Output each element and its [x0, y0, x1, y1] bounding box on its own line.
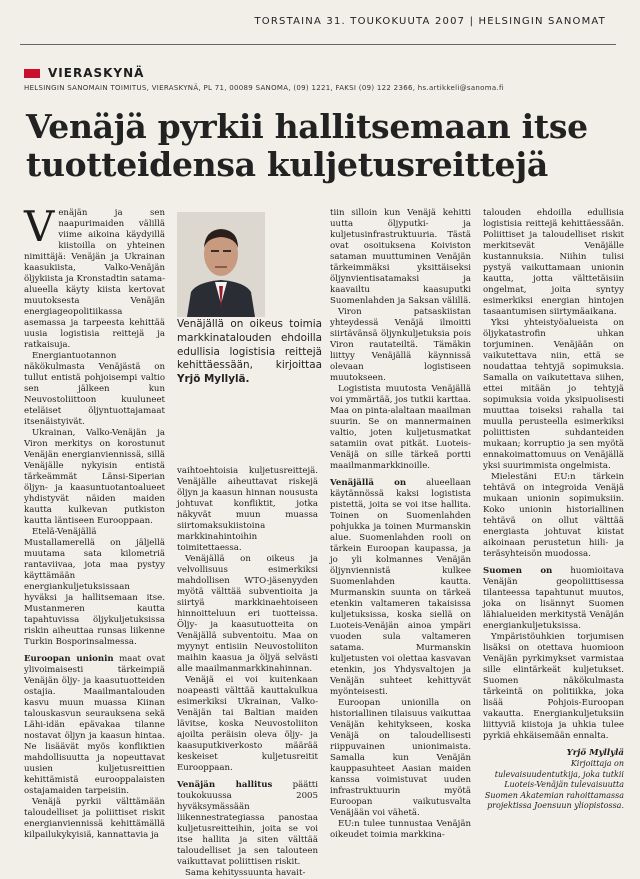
paragraph: Euroopan unionilla on historiallinen tilaisuus vaikuttaa Venäjän kehitykseen, koska Venäjä on taloudellisesti riippuvainen unionimaista. Samalla kun Venäjän kauppasuhteet Aasian maiden kanssa voimistuvat uuden infrastruktuurin myötä Euroopan vaikutusvalta Venäjään voi vähetä.	[330, 698, 471, 818]
paragraph	[483, 566, 624, 632]
column-3	[330, 208, 471, 858]
paragraph	[177, 780, 318, 868]
paragraph-text: enäjän ja sen naapurimaiden välillä viime aikoina käydyillä kiistoilla on yhteinen nimittäjä: Venäjän ja Ukrainan kaasukiista, Valko-Venäjän öljykiista ja Kronstadtin satama-alueella käyty kiista kertovat muutoksesta Venäjän energiageopolitiikassa asemassa ja tarpeesta kehittää uusia logistisia reittejä ja ratkaisuja.	[24, 208, 165, 350]
contact-line: HELSINGIN SANOMAIN TOIMITUS, VIERASKYNÄ, PL 71, 00089 SANOMA, (09) 1221, FAKSI (09) 122 2366, hs.artikkeli@sanoma.fi	[24, 84, 504, 92]
paragraph: Etelä-Venäjällä Mustallamerellä on jäljellä muutama sata kilometriä rantaviivaa, jota maa pystyy käyttämään energiankuljetuksissaan hyväksi ja hallitsemaan itse. Mustanmeren kautta tapahtuvissa öljykuljetuksissa riskin aiheuttaa runsas liikenne Turkin Bosporinsalmessa.	[24, 527, 165, 647]
pull-quote-author: Yrjö Myllylä.	[177, 373, 250, 386]
paragraph: Energiantuotannon näkökulmasta Venäjästä on tullut entistä pohjoisempi valtio sen jälkeen kun Neuvostoliittoon kuuluneet eteläiset öljyntuottajamaat itsenäistyivät.	[24, 351, 165, 427]
paragraph: talouden ehdoilla edullisia logistisia reittejä kehittäessään. Poliittiset ja taloudelliset riskit merkitsevät Venäjälle kustannuksia. Niihin tulisi pystyä vaikuttamaan unionin kautta, jotta välttetäisiin ongelmat, joita syntyy esimerkiksi energian hintojen tasaantumisen siirtymäaikana.	[483, 208, 624, 317]
paragraph	[24, 654, 165, 797]
paragraph: EU:n tulee tunnustaa Venäjän oikeudet toimia markkina-	[330, 819, 471, 840]
author-portrait	[177, 212, 265, 317]
section-title: VIERASKYNÄ	[48, 66, 145, 80]
paragraph-text: huomioitava Venäjän geopoliittisessa tilanteessa tapahtunut muutos, joka on lisännyt Suomen lähialueiden merkitystä Venäjän energiankuljetuksissa.	[483, 566, 624, 631]
paragraph: Yksi yhteistyöalueista on öljykatastrofin uhkan torjuminen. Venäjään on vaikutettava niin, että se noudattaa tehtyjä sopimuksia. Samalla on vaikutettava siihen, ettei mitään jo tehtyjä sopimuksia voida yksipuolisesti muuttaa toiseksi rahalla tai muulla perusteella esimerkiksi poliittisten suhdanteiden mukaan; korruptio ja sen myötä ennakoimattomuus on Venäjällä yksi suurimmista ongelmista.	[483, 318, 624, 471]
paragraph: Ukrainan, Valko-Venäjän ja Viron merkitys on korostunut Venäjän energianviennissä, sillä Venäjälle nykyisin entistä tärkeämmät Länsi-Siperian öljyn- ja kaasuntuotantoalueet yhdistyvät näiden maiden kautta kulkevan putkiston kautta läntiseen Eurooppaan.	[24, 428, 165, 526]
headline-line-2: tuotteidensa kuljetusreittejä	[26, 145, 548, 184]
paragraph: Viron patsaskiistan yhteydessä Venäjä ilmoitti siirtävänsä öljynkuljetuksia pois Viron rautateiltä. Tämäkin liittyy Venäjällä käynnissä olevaan logistiseen muutokseen.	[330, 307, 471, 383]
paragraph: Sama kehityssuunta havait-	[185, 868, 306, 878]
paragraph-lead: Venäjän hallitus	[177, 780, 273, 790]
section-label	[24, 66, 144, 80]
headline-line-1: Venäjä pyrkii hallitsemaan itse	[26, 107, 588, 146]
red-bar-icon	[24, 69, 40, 78]
paragraph: tiin silloin kun Venäjä kehitti uutta öljyputki- ja kuljetusinfrastruktuuria. Tästä ovat osoituksena Koiviston sataman muuttuminen Venäjän tärkeimmäksi yksittäiseksi öljynvientisatamaksi ja kaavailtu kaasuputki Suomenlahden ja Saksan välillä.	[330, 208, 471, 306]
author-bio: Kirjoittaja on tulevaisuudentutkija, joka tutkii Luoteis-Venäjän tulevaisuutta Suomen Akatemian rahoittamassa projektissa Joensuun yliopistossa.	[484, 759, 624, 810]
pull-quote	[177, 318, 322, 387]
author-signature: Yrjö Myllylä	[566, 748, 624, 758]
paragraph: Logistista muutosta Venäjällä voi ymmärtää, jos tutkii karttaa. Maa on pinta-alaltaan maailman suurin. Se on mannermainen valtio, joten kuljetusmatkat satamiin ovat pitkät. Luoteis-Venäjä on sille tärkeä portti maailmanmarkkinoille.	[330, 384, 471, 471]
paragraph-text: alueellaan käytännössä kaksi logistista pistettä, joita se voi itse hallita. Toinen on Suomenlahden pohjukka ja toinen Murmanskin alue. Suomenlahden rooli on tärkein Euroopan kaupassa, ja jo yli kolmannes Venäjän öljynviennistä kulkee Suomenlahden kautta. Murmanskin suunta on tärkeä etenkin valtameren takaisissa kuljetuksissa, koska siellä on Luoteis-Venäjän ainoa ympäri vuoden sula valtameren satama. Murmanskin kuljetusten voi olettaa kasvavan etenkin, jos Yhdysvaltojen ja Venäjän suhteet kehittyvät myönteisesti.	[330, 478, 471, 697]
paragraph: Venäjällä on oikeus ja velvollisuus esimerkiksi mahdollisen WTO-jäsenyyden myötä välttää subventioita ja siirtyä markkinaehtoiseen hinnoitteluun eri tuotteissa. Öljy- ja kaasutuotteita on Venäjällä subventoitu. Maa on myynyt entisiin Neuvostoliiton maihin kaasua ja öljyä selvästi alle maailmanmarkkinahinnan.	[177, 554, 318, 674]
paragraph-lead: Euroopan unionin	[24, 654, 114, 664]
paragraph: vaihtoehtoisia kuljetusreittejä. Venäjälle aiheuttavat riskejä öljyn ja kaasun hinnan noususta johtuvat konfliktit, jotka näkyvät muun muassa siirtomaksukiistoina markkinahintoihin toimitettaessa.	[177, 466, 318, 553]
header-rule	[20, 44, 616, 45]
drop-cap: V	[24, 202, 55, 251]
author-photo	[177, 212, 265, 317]
column-4	[483, 208, 624, 858]
paragraph	[330, 478, 471, 698]
paragraph: Venäjä ei voi kuitenkaan noapeasti välttää kauttakulkua esimerkiksi Ukrainan, Valko-Venäjän tai Baltian maiden lävitse, koska Neuvostoliiton ajoilta peräisin oleva öljy- ja kaasuputkiverkosto määrää keskeiset kuljetusreitit Eurooppaan.	[177, 675, 318, 773]
paragraph	[24, 202, 165, 351]
pull-quote-text: Venäjällä on oikeus toimia markkinatalouden ehdoilla edullisia logistisia reittejä kehittäessään, kirjoittaa	[177, 318, 322, 372]
paragraph-text: päätti toukokuussa 2005 hyväksymässään liikennestrategiassa panostaa kuljetusreitteihin, joita se voi itse hallita ja siten välttää taloudelliset ja sen talouteen vaikuttavat poliittisen riskit.	[177, 780, 319, 867]
paragraph: Venäjä pyrkii välttämään taloudelliset ja poliittiset riskit energianviennissä kehittämällä kilpailukykyisiä, kannattavia ja	[24, 797, 165, 840]
headline	[26, 108, 626, 184]
paragraph: Mielestäni EU:n tärkein tehtävä on integroida Venäjä mukaan unionin sopimuksiin. Koko unionin historiallinen tehtävä on ollut välttää energiasta johtuvat kiistat aikoinaan perustetun hiili- ja teräsyhteisön muodossa.	[483, 472, 624, 559]
paragraph-lead: Suomen on	[483, 566, 553, 576]
paragraph-text: maat ovat ylivoimaisesti tärkeimpiä Venäjän öljy- ja kaasutuotteiden ostajia. Maailmantalouden kasvu muun muassa Kiinan talouskasvun seurauksena sekä Lähi-idän epävakaa tilanne nostavat öljyn ja kaasun hintaa. Ne lisäävät myös konfliktien mahdollisuutta ja nopeuttavat uusien kuljetusreittien kehittämistä eurooppalaisten ostajamaiden tarpeisiin.	[24, 654, 165, 796]
column-1	[24, 202, 165, 858]
column-2	[177, 466, 319, 878]
paragraph: Ympäristöuhkien torjumisen lisäksi on otettava huomioon Venäjän pyrkimykset varmistaa sille elintärkeät kuljetukset. Suomen näkökulmasta tärkeintä on politiikka, joka lisää Pohjois-Euroopan vakautta. Energiankuljetuksiin liittyviä kiistoja ja uhkia tulee pyrkiä ehkäisemään ennalta.	[483, 632, 624, 741]
dateline: TORSTAINA 31. TOUKOKUUTA 2007 | HELSINGIN SANOMAT	[254, 16, 606, 27]
paragraph-lead: Venäjällä on	[330, 478, 407, 488]
article-body	[24, 202, 624, 878]
